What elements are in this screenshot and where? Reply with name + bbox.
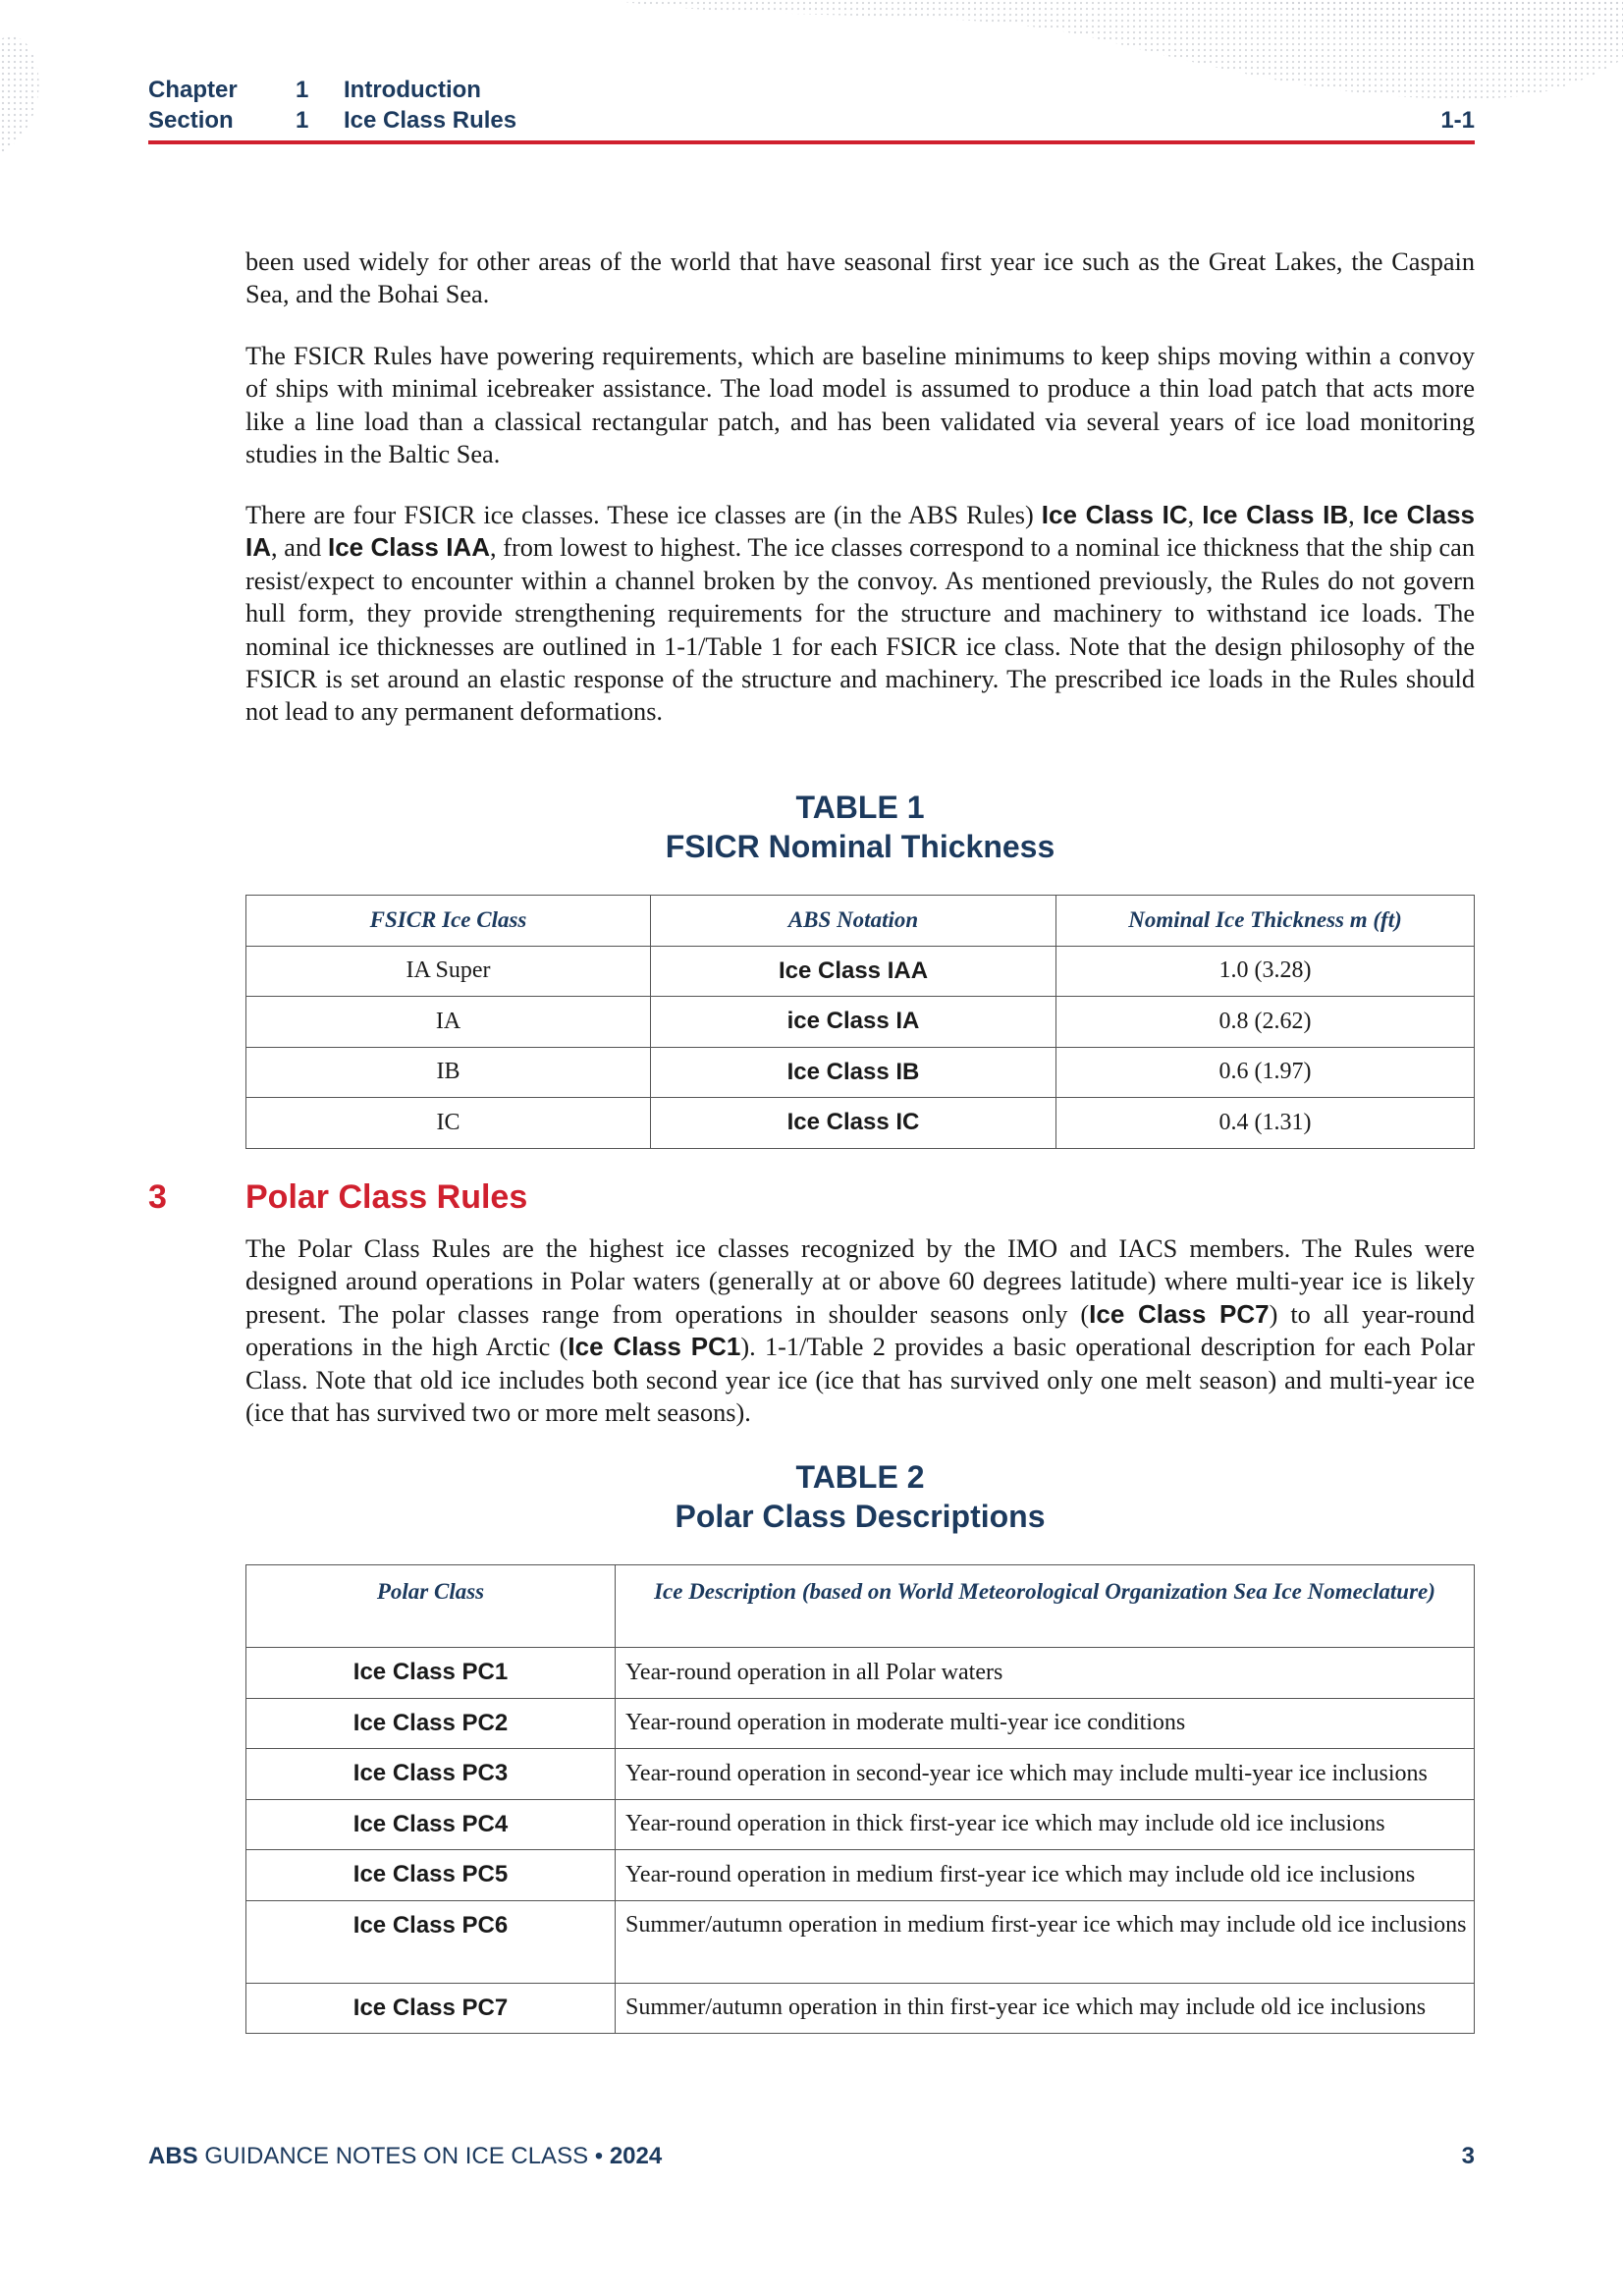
polar-class-cell: Ice Class PC7 <box>246 1983 616 2034</box>
table-row <box>246 997 1475 1048</box>
column-header: FSICR Ice Class <box>246 896 651 947</box>
table-row <box>246 1983 1475 2034</box>
column-header: ABS Notation <box>651 896 1056 947</box>
page-footer <box>148 2143 1475 2170</box>
table-2-heading <box>245 1457 1475 1536</box>
section-number: 1 <box>296 106 309 134</box>
text-run: There are four FSICR ice classes. These ice classes are (in the ABS Rules) <box>245 501 1042 529</box>
section-number: 3 <box>148 1178 167 1216</box>
abs-notation-cell: Ice Class IAA <box>651 946 1056 997</box>
fsicr-class-cell: IB <box>246 1047 651 1098</box>
section-label: Section <box>148 106 234 134</box>
table-row <box>246 1900 1475 1983</box>
description-cell: Year-round operation in medium first-year ice which may include old ice inclusions <box>616 1850 1475 1901</box>
text-run: , from lowest to highest. The ice classes correspond to a nominal ice thickness that the ship can resist/expect to encounter within a channel broken by the convoy. As mentioned previously, the Rules do not govern hull form, they provide strengthening requirements for the structure and machinery to withstand ice loads. The nominal ice thicknesses are outlined in 1-1/Table 1 for each FSICR ice class. Note that the design philosophy of the FSICR is set around an elastic response of the structure and machinery. The prescribed ice loads in the Rules should not lead to any permanent deformations. <box>245 533 1475 727</box>
chapter-title: Introduction <box>344 76 481 103</box>
polar-class-cell: Ice Class PC3 <box>246 1749 616 1800</box>
fsicr-class-cell: IA Super <box>246 946 651 997</box>
table-2 <box>245 1564 1475 2034</box>
section-line <box>148 105 1475 136</box>
description-cell: Summer/autumn operation in thin first-year ice which may include old ice inclusions <box>616 1983 1475 2034</box>
fsicr-class-cell: IC <box>246 1098 651 1149</box>
paragraph-4 <box>245 1232 1475 1429</box>
notation-ice-class-ic: Ice Class IC <box>1041 500 1188 529</box>
table-1 <box>245 895 1475 1149</box>
footer-bullet: • <box>594 2143 604 2169</box>
table-row <box>246 1648 1475 1699</box>
polar-class-cell: Ice Class PC4 <box>246 1799 616 1850</box>
description-cell: Summer/autumn operation in medium first-year ice which may include old ice inclusions <box>616 1900 1475 1983</box>
page-reference: 1-1 <box>1440 106 1475 134</box>
text-run: The Polar Class Rules are the highest ice classes recognized by the IMO and IACS members. The Rules were designed around operations in Polar waters (generally at or above 60 degrees latitude) where multi-year ice is likely present. The polar classes range from operations in shoulder seasons only ( <box>245 1234 1475 1329</box>
notation-ice-class-ib: Ice Class IB <box>1202 500 1349 529</box>
text-run: ) to all year-round operations in the high Arctic ( <box>245 1299 1475 1362</box>
text-run: , <box>1187 501 1203 529</box>
notation-ice-class-iaa: Ice Class IAA <box>327 532 490 563</box>
column-header: Polar Class <box>246 1565 616 1648</box>
description-cell: Year-round operation in second-year ice which may include multi-year ice inclusions <box>616 1749 1475 1800</box>
table-1-label: TABLE 1 <box>795 790 925 825</box>
table-2-label: TABLE 2 <box>795 1459 925 1495</box>
abs-notation-cell: Ice Class IC <box>651 1098 1056 1149</box>
description-cell: Year-round operation in thick first-year ice which may include old ice inclusions <box>616 1799 1475 1850</box>
table-row <box>246 1047 1475 1098</box>
polar-class-cell: Ice Class PC1 <box>246 1648 616 1699</box>
description-cell: Year-round operation in moderate multi-year ice conditions <box>616 1698 1475 1749</box>
paragraph-1: been used widely for other areas of the world that have seasonal first year ice such as the Great Lakes, the Caspain Sea, and the Bohai Sea. <box>245 247 1475 309</box>
description-cell: Year-round operation in all Polar waters <box>616 1648 1475 1699</box>
header-rule <box>148 140 1475 144</box>
text-run: ). 1-1/Table 2 provides a basic operational description for each Polar Class. Note that old ice includes both second year ice (ice that has survived only one melt season) and multi-year ice (ice that has survived two or more melt seasons). <box>245 1333 1475 1428</box>
text-run: , and <box>271 533 328 563</box>
table-row <box>246 1698 1475 1749</box>
chapter-label: Chapter <box>148 76 238 103</box>
table-1-title: FSICR Nominal Thickness <box>665 829 1055 864</box>
notation-ice-class-ia: Ice Class IA <box>245 500 1475 563</box>
running-header <box>148 75 1475 136</box>
chapter-number: 1 <box>296 76 309 103</box>
page-number: 3 <box>1461 2143 1475 2169</box>
section-title: Ice Class Rules <box>344 106 517 134</box>
paragraph-3 <box>245 499 1475 729</box>
text-run: , <box>1348 501 1363 529</box>
polar-class-cell: Ice Class PC5 <box>246 1850 616 1901</box>
column-header: Nominal Ice Thickness m (ft) <box>1056 896 1475 947</box>
notation-ice-class-pc7: Ice Class PC7 <box>1089 1298 1270 1329</box>
table-row <box>246 1799 1475 1850</box>
table-row <box>246 1098 1475 1149</box>
footer-title: GUIDANCE NOTES ON ICE CLASS <box>197 2143 595 2169</box>
table-row <box>246 1850 1475 1901</box>
chapter-line <box>148 75 1475 105</box>
abs-notation-cell: Ice Class IB <box>651 1047 1056 1098</box>
table-1-heading <box>245 788 1475 866</box>
table-2-title: Polar Class Descriptions <box>675 1499 1046 1534</box>
polar-class-cell: Ice Class PC6 <box>246 1900 616 1983</box>
thickness-cell: 0.8 (2.62) <box>1056 997 1475 1048</box>
section-title: Polar Class Rules <box>245 1178 528 1216</box>
notation-ice-class-pc1: Ice Class PC1 <box>568 1332 741 1362</box>
thickness-cell: 0.6 (1.97) <box>1056 1047 1475 1098</box>
footer-brand: ABS <box>148 2143 198 2169</box>
footer-year: 2024 <box>603 2143 663 2169</box>
paragraph-2: The FSICR Rules have powering requirements, which are baseline minimums to keep ships moving within a convoy of ships with minimal icebreaker assistance. The load model is assumed to produce a thin load patch that acts more like a line load than a classical rectangular patch, and has been validated via several years of ice load monitoring studies in the Baltic Sea. <box>245 342 1475 469</box>
table-header-row <box>246 896 1475 947</box>
thickness-cell: 1.0 (3.28) <box>1056 946 1475 997</box>
table-header-row <box>246 1565 1475 1648</box>
table-row <box>246 946 1475 997</box>
table-row <box>246 1749 1475 1800</box>
fsicr-class-cell: IA <box>246 997 651 1048</box>
thickness-cell: 0.4 (1.31) <box>1056 1098 1475 1149</box>
column-header: Ice Description (based on World Meteorological Organization Sea Ice Nomeclature) <box>616 1565 1475 1648</box>
polar-class-cell: Ice Class PC2 <box>246 1698 616 1749</box>
abs-notation-cell: ice Class IA <box>651 997 1056 1048</box>
